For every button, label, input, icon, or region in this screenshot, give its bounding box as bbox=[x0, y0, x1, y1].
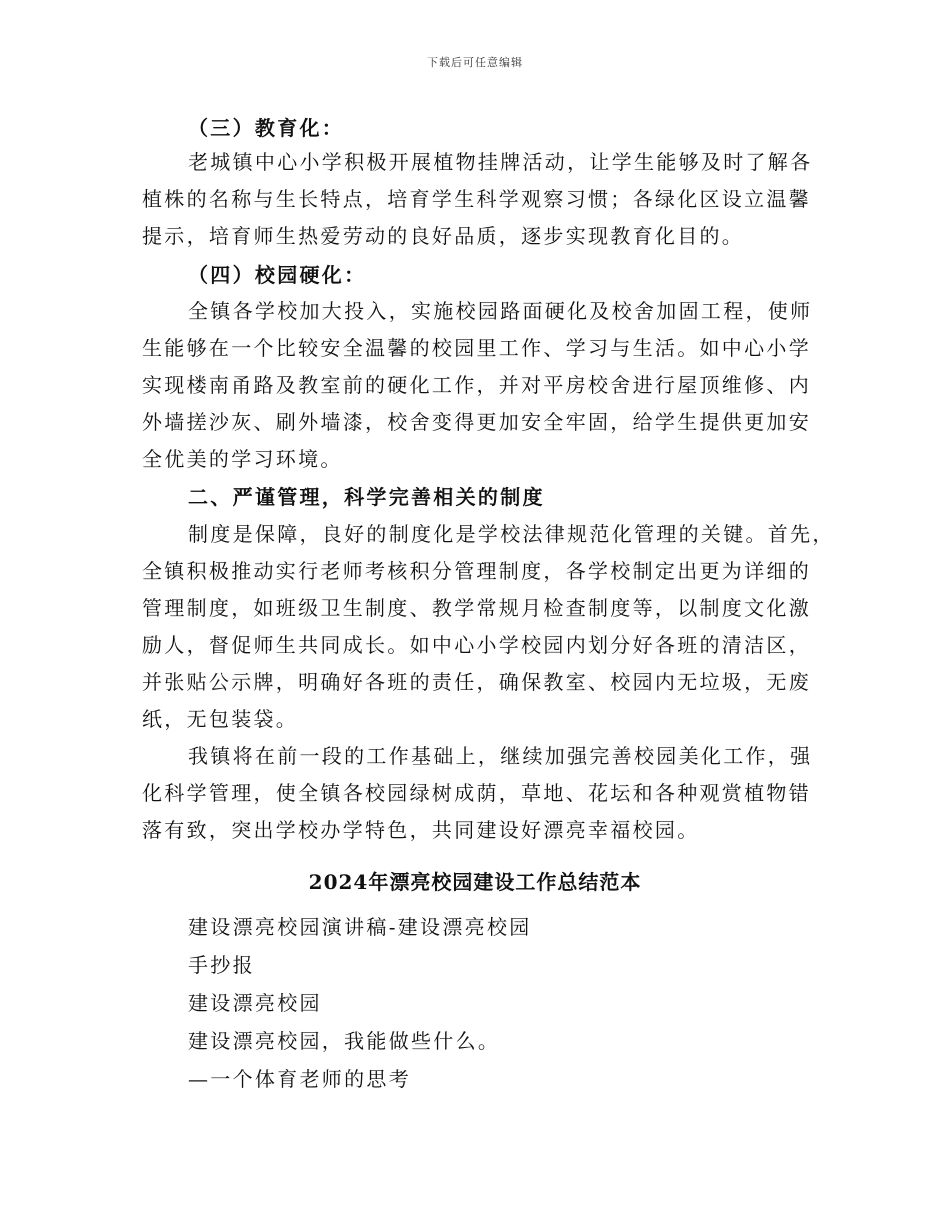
paragraph-line: 我镇将在前一段的工作基础上，继续加强完善校园美化工作，强 bbox=[188, 744, 813, 768]
section-heading-hardening: （四）校园硬化： bbox=[188, 263, 367, 287]
paragraph-line: 落有致，突出学校办学特色，共同建设好漂亮幸福校园。 bbox=[142, 818, 700, 842]
paragraph-line: 外墙搓沙灰、刷外墙漆，校舍变得更加安全牢固，给学生提供更加安 bbox=[142, 410, 811, 434]
document-title: 2024年漂亮校园建设工作总结范本 bbox=[308, 870, 642, 894]
list-item: 建设漂亮校园，我能做些什么。 bbox=[188, 1029, 501, 1053]
paragraph-line: 老城镇中心小学积极开展植物挂牌活动，让学生能够及时了解各 bbox=[188, 150, 813, 174]
paragraph-line: 生能够在一个比较安全温馨的校园里工作、学习与生活。如中心小学 bbox=[142, 336, 811, 360]
list-item: 手抄报 bbox=[188, 953, 255, 977]
paragraph-line: 化科学管理，使全镇各校园绿树成荫，草地、花坛和各种观赏植物错 bbox=[142, 781, 811, 805]
paragraph-line: 实现楼南甬路及教室前的硬化工作，并对平房校舍进行屋顶维修、内 bbox=[142, 373, 811, 397]
paragraph-line: 制度是保障，良好的制度化是学校法律规范化管理的关键。首先， bbox=[188, 522, 835, 546]
section-heading-education: （三）教育化： bbox=[188, 116, 345, 140]
page-header-note: 下载后可任意编辑 bbox=[427, 56, 523, 69]
paragraph-line: 并张贴公示牌，明确好各班的责任，确保教室、校园内无垃圾，无废 bbox=[142, 670, 811, 694]
paragraph-line: 提示，培育师生热爱劳动的良好品质，逐步实现教育化目的。 bbox=[142, 224, 745, 248]
paragraph-line: 全镇各学校加大投入，实施校园路面硬化及校舍加固工程，使师 bbox=[188, 299, 813, 323]
list-item: 建设漂亮校园 bbox=[188, 991, 322, 1015]
paragraph-line: 励人，督促师生共同成长。如中心小学校园内划分好各班的清洁区， bbox=[142, 633, 811, 657]
section-heading-management: 二、严谨管理，科学完善相关的制度 bbox=[188, 485, 545, 509]
paragraph-line: 全镇积极推动实行老师考核积分管理制度，各学校制定出更为详细的 bbox=[142, 559, 811, 583]
list-item: 建设漂亮校园演讲稿-建设漂亮校园 bbox=[188, 915, 532, 939]
paragraph-line: 植株的名称与生长特点，培育学生科学观察习惯；各绿化区设立温馨 bbox=[142, 187, 811, 211]
paragraph-line: 全优美的学习环境。 bbox=[142, 447, 343, 471]
paragraph-line: 纸，无包装袋。 bbox=[142, 707, 299, 731]
list-item: —一个体育老师的思考 bbox=[188, 1067, 411, 1091]
paragraph-line: 管理制度，如班级卫生制度、教学常规月检查制度等，以制度文化激 bbox=[142, 596, 811, 620]
